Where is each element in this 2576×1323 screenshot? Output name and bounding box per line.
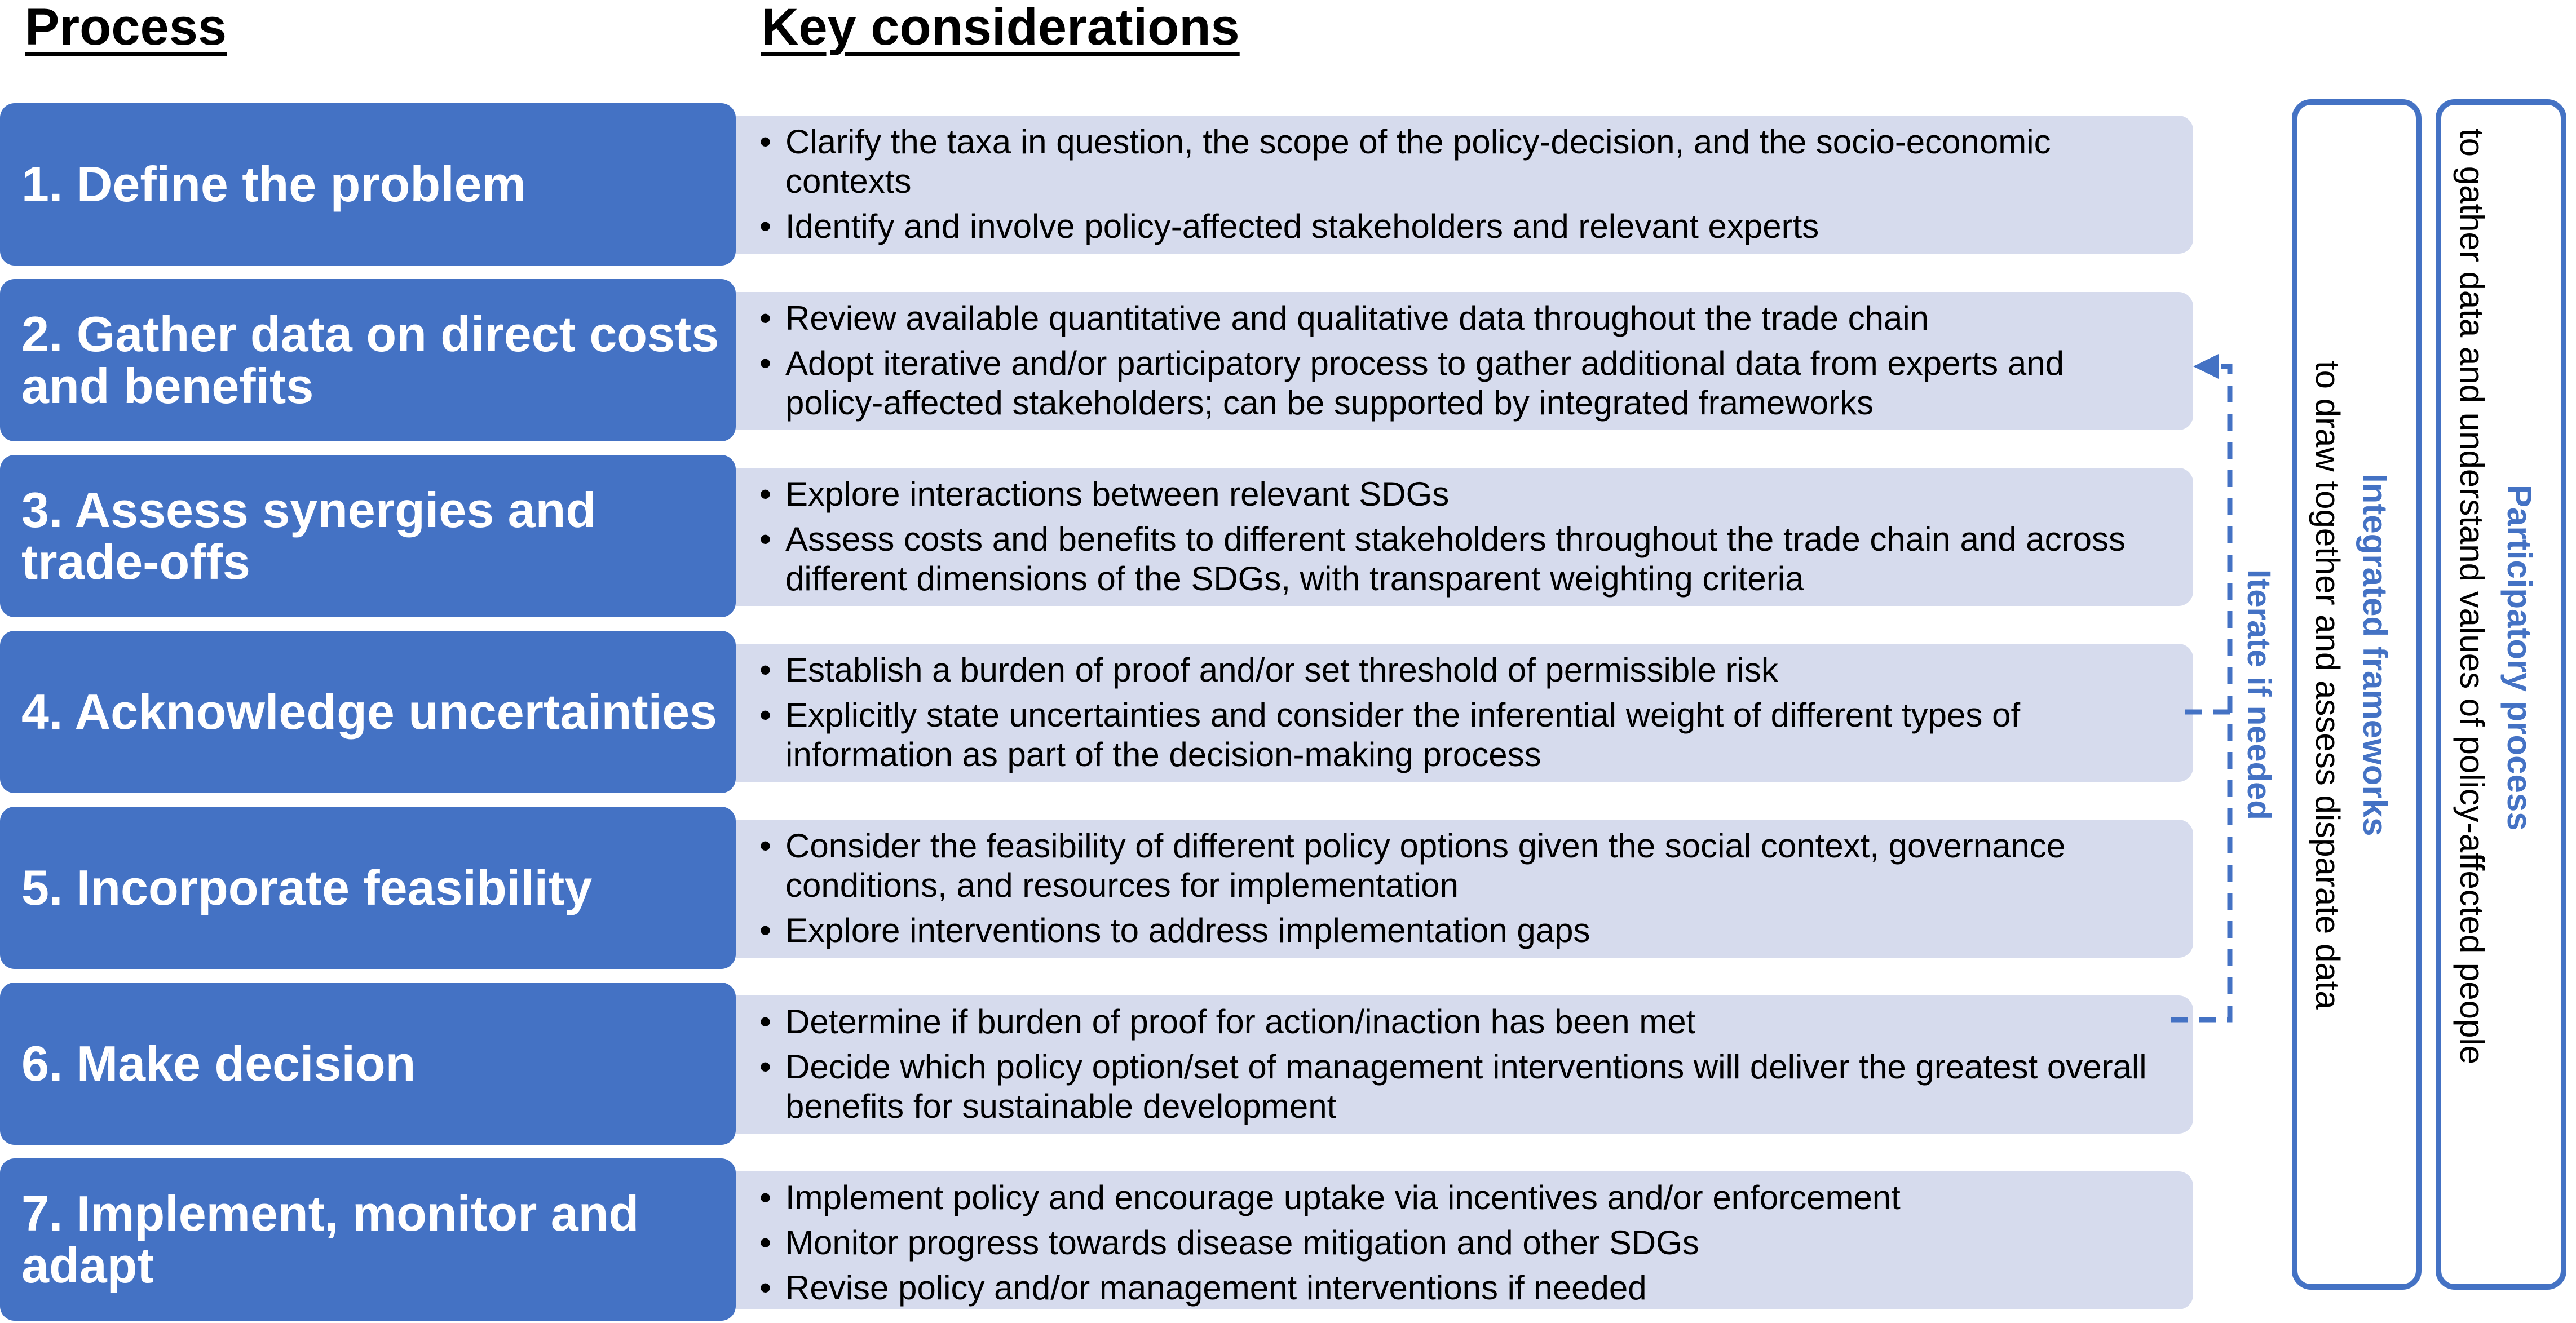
iterate-arrowhead xyxy=(2193,354,2219,379)
integrated-frameworks-subtitle: to draw together and assess disparate data xyxy=(2309,361,2347,1010)
consideration-item: • Implement policy and encourage uptake via incentives and/or enforcement xyxy=(785,1178,2171,1218)
step-6-box: 6. Make decision xyxy=(0,983,736,1145)
consideration-item: • Adopt iterative and/or participatory process to gather additional data from experts and policy-affected stakeholders; can be supported by integrated frameworks xyxy=(785,344,2171,423)
key-considerations-header: Key considerations xyxy=(761,0,1240,56)
consideration-item: • Decide which policy option/set of management interventions will deliver the greatest overall benefits for sustainable development xyxy=(785,1047,2171,1126)
consideration-item: • Review available quantitative and qualitative data throughout the trade chain xyxy=(785,299,2171,338)
step-5-box: 5. Incorporate feasibility xyxy=(0,807,736,969)
consideration-item: • Establish a burden of proof and/or set threshold of permissible risk xyxy=(785,651,2171,690)
iterate-label: Iterate if needed xyxy=(2241,569,2277,820)
consideration-item: • Explicitly state uncertainties and consider the inferential weight of different types of information as part of the decision-making process xyxy=(785,696,2171,775)
integrated-frameworks-title: Integrated frameworks xyxy=(2356,474,2394,837)
step-7-box: 7. Implement, monitor and adapt xyxy=(0,1158,736,1321)
step-2-box: 2. Gather data on direct costs and benefits xyxy=(0,279,736,441)
consideration-item: • Assess costs and benefits to different stakeholders throughout the trade chain and across different dimensions of the SDGs, with transparent weighting criteria xyxy=(785,520,2171,599)
consideration-item: • Consider the feasibility of different policy options given the social context, governance conditions, and resources for implementation xyxy=(785,826,2171,905)
consideration-item: • Clarify the taxa in question, the scope of the policy-decision, and the socio-economic contexts xyxy=(785,122,2171,201)
iterate-dashed-line xyxy=(2171,366,2230,1020)
participatory-process-subtitle: to gather data and understand values of policy-affected people xyxy=(2453,129,2491,1065)
consideration-item: • Identify and involve policy-affected stakeholders and relevant experts xyxy=(785,207,2171,246)
consideration-item: • Revise policy and/or management interventions if needed xyxy=(785,1268,2171,1308)
consideration-item: • Determine if burden of proof for action/inaction has been met xyxy=(785,1002,2171,1042)
step-4-box: 4. Acknowledge uncertainties xyxy=(0,631,736,793)
step-3-box: 3. Assess synergies and trade-offs xyxy=(0,455,736,617)
participatory-process-title: Participatory process xyxy=(2500,485,2538,831)
consideration-item: • Explore interventions to address implementation gaps xyxy=(785,911,2171,950)
consideration-item: • Explore interactions between relevant SDGs xyxy=(785,475,2171,514)
step-1-box: 1. Define the problem xyxy=(0,103,736,266)
process-header: Process xyxy=(25,0,227,56)
consideration-item: • Monitor progress towards disease mitigation and other SDGs xyxy=(785,1223,2171,1263)
